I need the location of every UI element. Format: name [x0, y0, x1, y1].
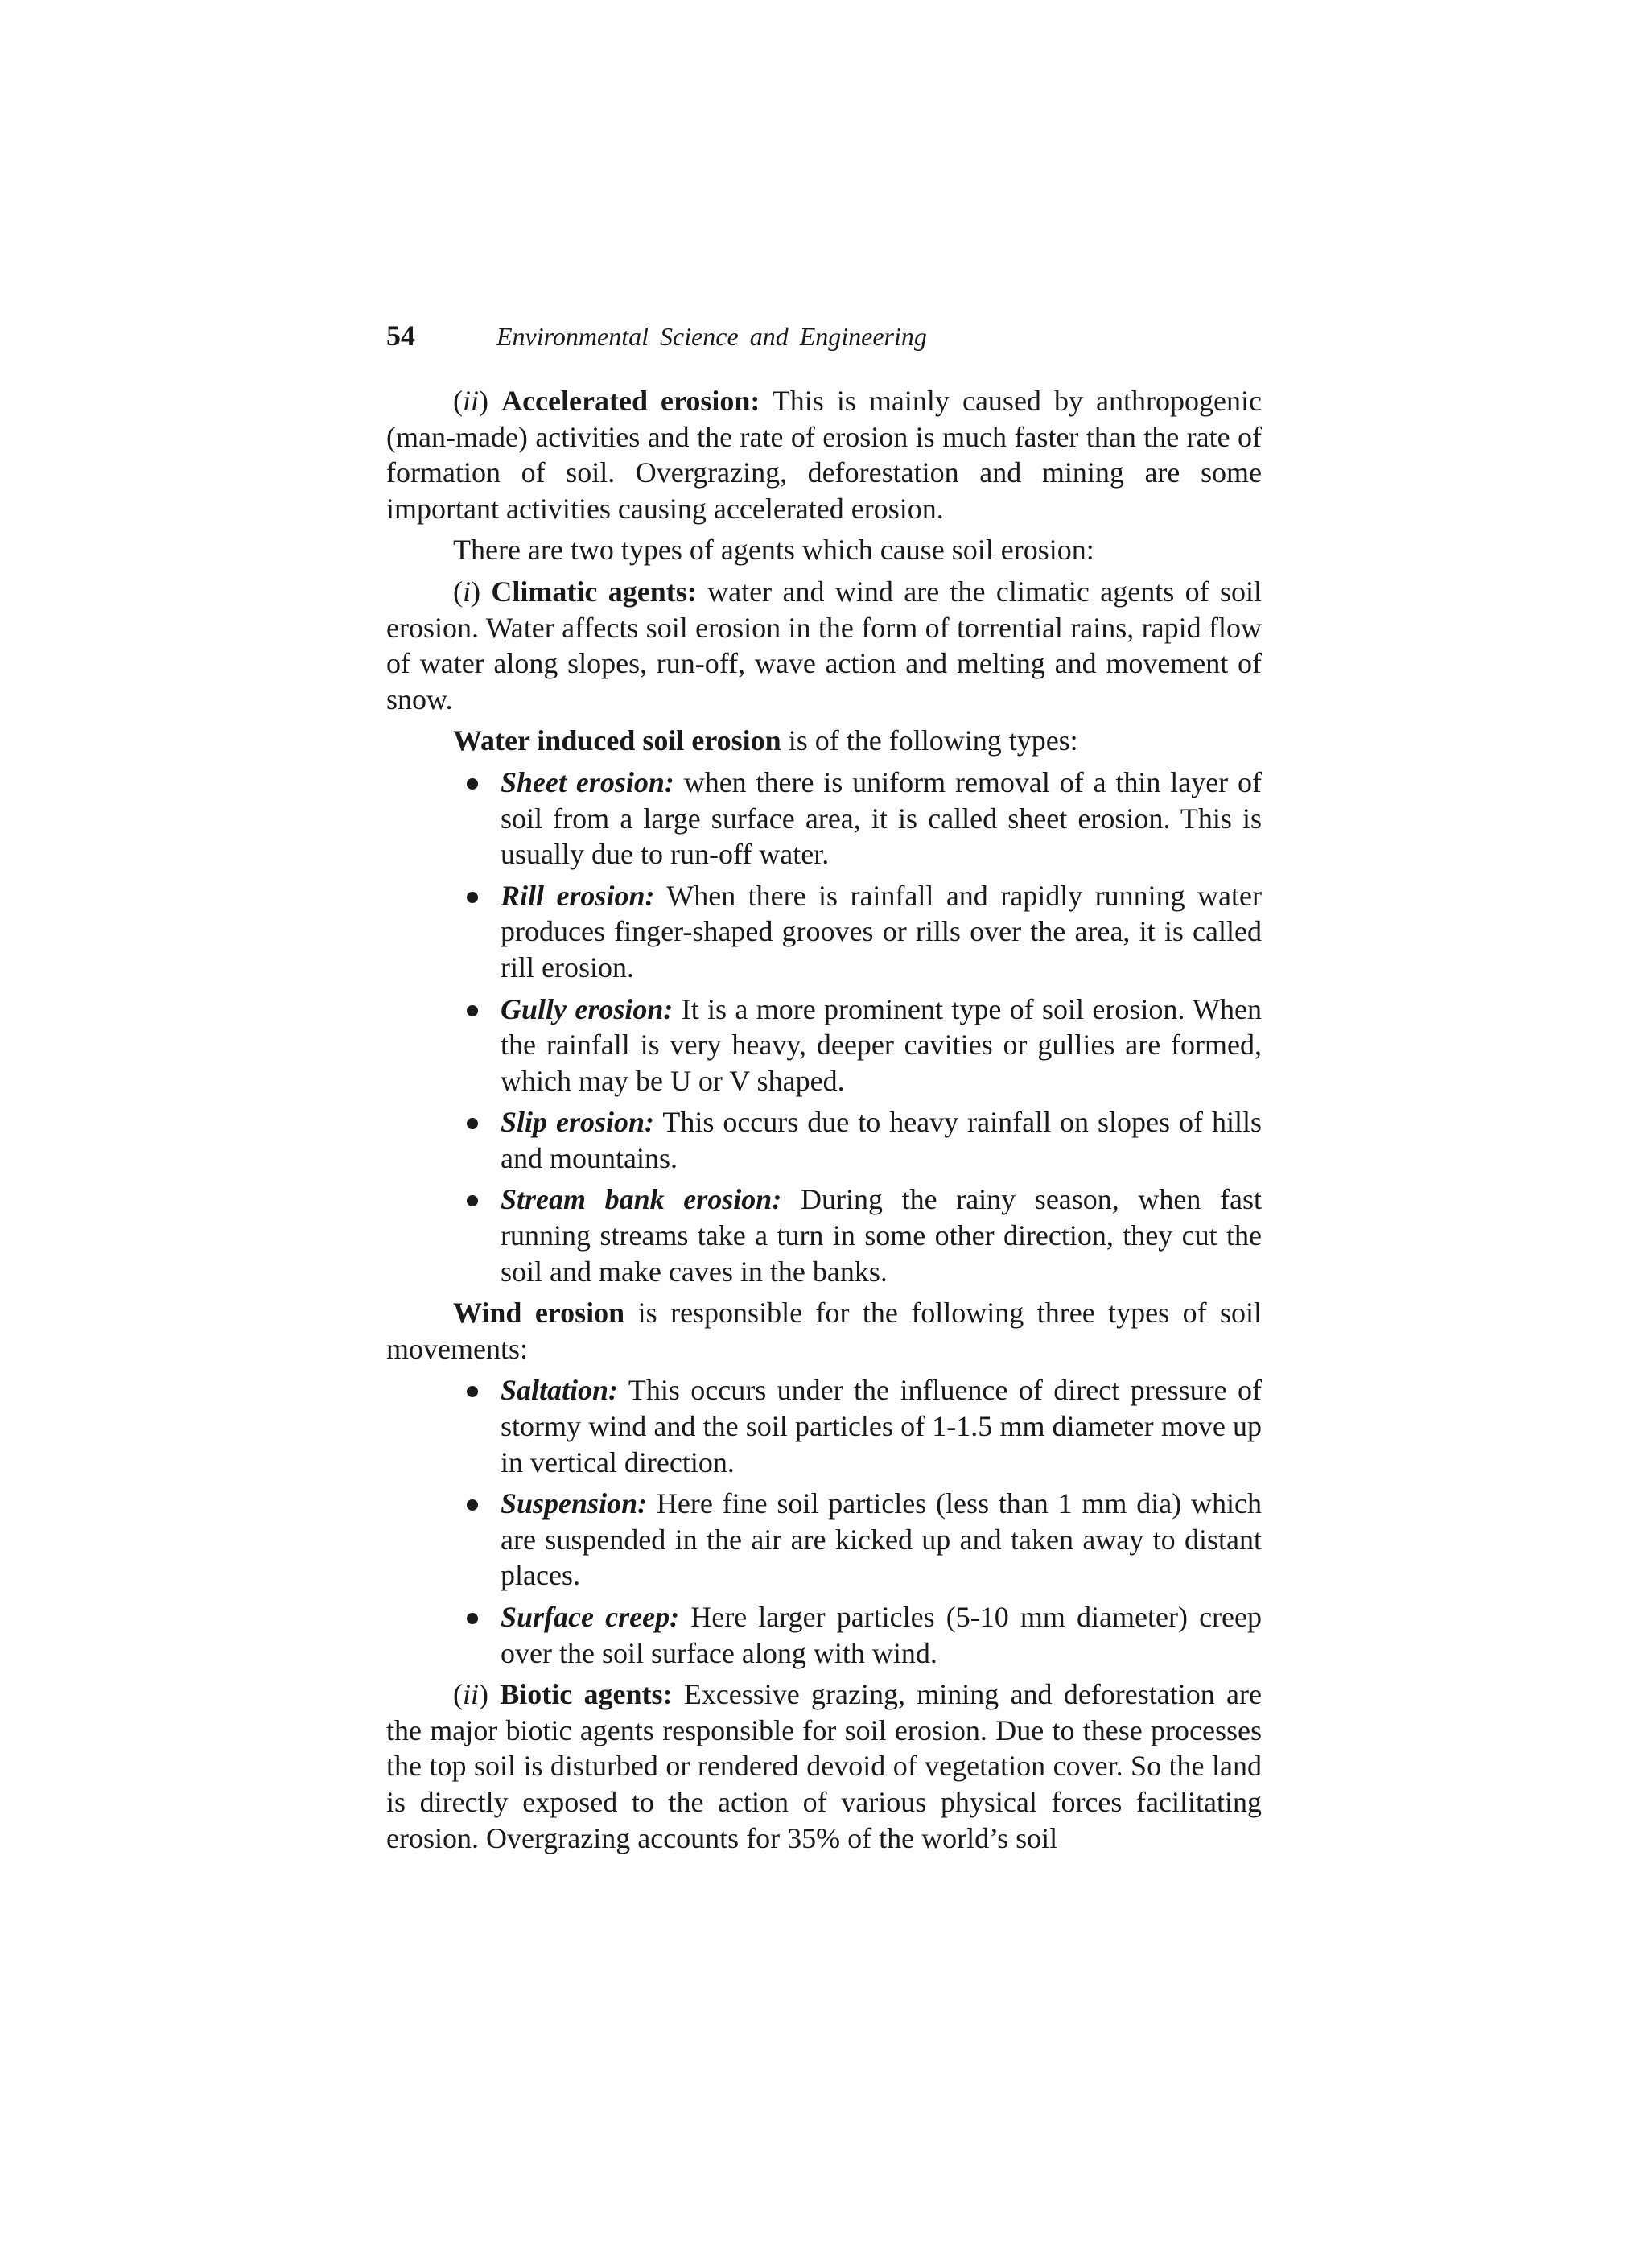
paragraph-wind-erosion [386, 1295, 1262, 1367]
list-item [386, 1486, 1262, 1594]
paragraph-biotic-agents: (ii) Biotic agents: Excessive grazing, mining and deforestation are the major biotic agents responsible for soil erosion. Due to these processes the top soil is disturbed or rendered devoid of vegetation cover. So the land is directly exposed to the action of various physical forces facilitating erosion. Overgrazing accounts for 35% of the world’s soil [386, 1678, 1262, 1854]
running-head [386, 319, 927, 359]
paragraph-text: Excessive grazing, mining and deforestation are the major biotic agents responsible for soil erosion. Due to these processes the top soil is disturbed or rendered devoid of vegetation cover. So the land is directly exposed to the action of various physical forces facilitating erosion. Overgrazing accounts for 35% of the world’s soil [386, 1678, 1262, 1854]
list-item-term: Stream bank erosion: [501, 1183, 782, 1216]
bullet-icon [467, 778, 478, 790]
list-item [386, 1599, 1262, 1671]
paragraph-text: water and wind are the climatic agents of soil erosion. Water affects soil erosion in the form of torrential rains, rapid flow of water along slopes, run-off, wave action and melting and movement of snow. [386, 575, 1263, 715]
paragraph-text: This is mainly caused by anthropogenic (man-made) activities and the rate of erosion is much faster than the rate of formation of soil. Overgrazing, deforestation and mining are some important activities causing accelerated erosion. [386, 385, 1262, 525]
item-numeral: i [463, 575, 472, 608]
bullet-icon [467, 1195, 478, 1206]
paragraph-climatic-agents: (i) Climatic agents: water and wind are the climatic agents of soil erosion. Water affects soil erosion in the form of torrential rains, rapid flow of water along slopes, run-off, wave action and melting and movement of snow. [386, 575, 1263, 715]
paragraph-water-induced [386, 723, 1262, 759]
list-item-text: When there is rainfall and rapidly running water produces finger-shaped grooves or rills over the area, it is called rill erosion. [501, 879, 1263, 983]
paragraph-text: is responsible for the following three types of soil movements: [386, 1297, 1263, 1365]
term-heading: Biotic agents: [500, 1678, 673, 1711]
paragraph-agents-intro: There are two types of agents which cause soil erosion: [453, 534, 1094, 567]
bullet-icon [467, 892, 478, 903]
bullet-icon [467, 1499, 478, 1511]
term-heading: Climatic agents: [491, 575, 697, 608]
list-item-text: This occurs due to heavy rainfall on slopes of hills and mountains. [501, 1106, 1262, 1174]
item-numeral: ii [463, 1678, 480, 1711]
list-item-term: Gully erosion: [501, 992, 674, 1025]
list-item [386, 765, 1262, 872]
list-item-term: Slip erosion: [501, 1106, 655, 1139]
list-item-term: Surface creep: [501, 1601, 680, 1633]
list-item [386, 1181, 1262, 1289]
paragraph-accelerated-erosion: (ii) Accelerated erosion: This is mainly caused by anthropogenic (man-made) activities and the rate of erosion is much faster than the rate of formation of soil. Overgrazing, deforestation and mining are some important activities causing accelerated erosion. [386, 385, 1262, 525]
list-item [386, 878, 1262, 986]
list-item [386, 992, 1262, 1099]
bullet-icon [467, 1118, 478, 1129]
term-heading: Accelerated erosion: [501, 385, 760, 417]
list-item-term: Rill erosion: [501, 879, 655, 912]
list-item [386, 1372, 1262, 1480]
item-numeral: ii [463, 385, 480, 417]
list-item-text: Here fine soil particles (less than 1 mm dia) which are suspended in the air are kicked up and taken away to distant places. [501, 1487, 1262, 1592]
running-title: Environmental Science and Engineering [496, 322, 927, 351]
water-erosion-list [386, 765, 1262, 1289]
bullet-icon [467, 1613, 478, 1624]
list-item-text: when there is uniform removal of a thin layer of soil from a large surface area, it is called sheet erosion. This is usually due to run-off water. [501, 765, 1262, 871]
list-item-text: During the rainy season, when fast running streams take a turn in some other direction, they cut the soil and make caves in the banks. [501, 1183, 1263, 1288]
term-heading: Wind erosion [453, 1297, 625, 1330]
body-text [386, 383, 1262, 1856]
list-item-text: This occurs under the influence of direct pressure of stormy wind and the soil particles of 1-1.5 mm diameter move up in vertical direction. [501, 1374, 1262, 1478]
paragraph-text: is of the following types: [781, 724, 1078, 757]
bullet-icon [467, 1386, 478, 1397]
list-item-text: It is a more prominent type of soil erosion. When the rainfall is very heavy, deeper cavities or gullies are formed, which may be U or V shaped. [501, 992, 1262, 1097]
page-number: 54 [386, 320, 415, 352]
list-item-term: Saltation: [501, 1374, 619, 1407]
list-item-term: Suspension: [501, 1487, 648, 1520]
list-item [386, 1104, 1262, 1176]
term-heading: Water induced soil erosion [453, 724, 781, 757]
bullet-icon [467, 1005, 478, 1016]
wind-erosion-list [386, 1372, 1262, 1671]
list-item-term: Sheet erosion: [501, 765, 674, 798]
list-item-text: Here larger particles (5-10 mm diameter) creep over the soil surface along with wind. [501, 1601, 1262, 1669]
